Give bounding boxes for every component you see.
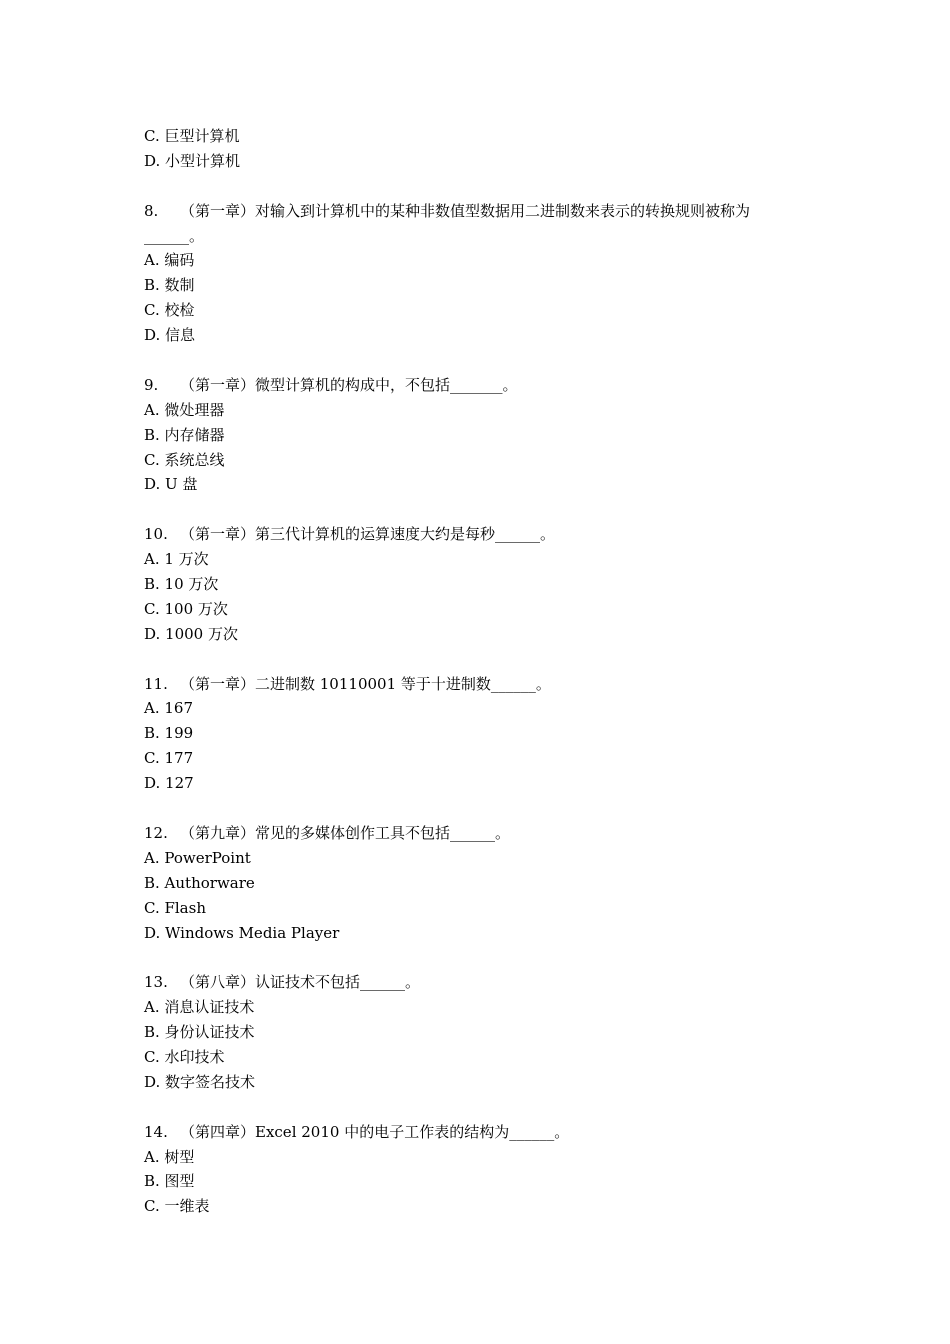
option-line: D. 信息 [144,326,196,345]
question-number: 11. [144,674,168,693]
option-line: A. PowerPoint [144,848,251,867]
spacer [144,945,824,970]
option-line: B. 数制 [144,276,195,295]
question-10 [144,522,824,547]
question-text: （第八章）认证技术不包括______。 [180,973,421,992]
option-line: C. Flash [144,898,206,917]
option-line: A. 1 万次 [144,550,209,569]
question-11 [144,672,824,697]
question-8 [144,199,824,224]
option-line: C. 校检 [144,301,195,320]
option-line: B. 10 万次 [144,575,219,594]
option-line: B. 内存储器 [144,425,225,444]
option-line: A. 消息认证技术 [144,998,255,1017]
question-13 [144,970,824,995]
question-number: 14. [144,1122,168,1141]
option-line: D. 1000 万次 [144,624,238,643]
option-line: C. 177 [144,749,194,768]
question-continuation: ______。 [144,226,205,245]
option-line: D. 数字签名技术 [144,1072,256,1091]
question-text: （第一章）第三代计算机的运算速度大约是每秒______。 [180,525,556,544]
question-number: 9. [144,375,159,394]
question-9 [144,373,824,398]
option-line: C. 水印技术 [144,1047,225,1066]
spacer [144,348,824,373]
option-line: A. 编码 [144,251,195,270]
option-line: D. 小型计算机 [144,151,241,170]
option-line: C. 一维表 [144,1197,210,1216]
option-line: C. 系统总线 [144,450,225,469]
question-list [144,124,824,1219]
spacer [144,647,824,672]
question-text: （第四章）Excel 2010 中的电子工作表的结构为______。 [180,1122,570,1141]
option-line: A. 167 [144,699,193,718]
question-number: 13. [144,973,168,992]
question-text: （第一章）二进制数 10110001 等于十进制数______。 [180,674,551,693]
option-line: C. 100 万次 [144,599,228,618]
question-14 [144,1120,824,1145]
question-text: （第一章）对输入到计算机中的某种非数值型数据用二进制数来表示的转换规则被称为 [180,201,751,220]
spacer [144,796,824,821]
option-line: A. 微处理器 [144,400,225,419]
question-number: 8. [144,201,159,220]
question-number: 12. [144,823,168,842]
question-text: （第九章）常见的多媒体创作工具不包括______。 [180,823,511,842]
question-number: 10. [144,525,168,544]
spacer [144,1095,824,1120]
spacer [144,497,824,522]
question-text: （第一章）微型计算机的构成中，不包括_______。 [180,375,518,394]
option-line: B. 身份认证技术 [144,1023,255,1042]
option-line: D. Windows Media Player [144,923,340,942]
option-line: B. Authorware [144,873,255,892]
option-line: B. 199 [144,724,194,743]
option-line: A. 树型 [144,1147,195,1166]
option-line: D. U 盘 [144,475,198,494]
option-line: C. 巨型计算机 [144,127,240,145]
question-12 [144,821,824,846]
option-line: B. 图型 [144,1172,195,1191]
option-line: D. 127 [144,774,194,793]
spacer [144,174,824,199]
